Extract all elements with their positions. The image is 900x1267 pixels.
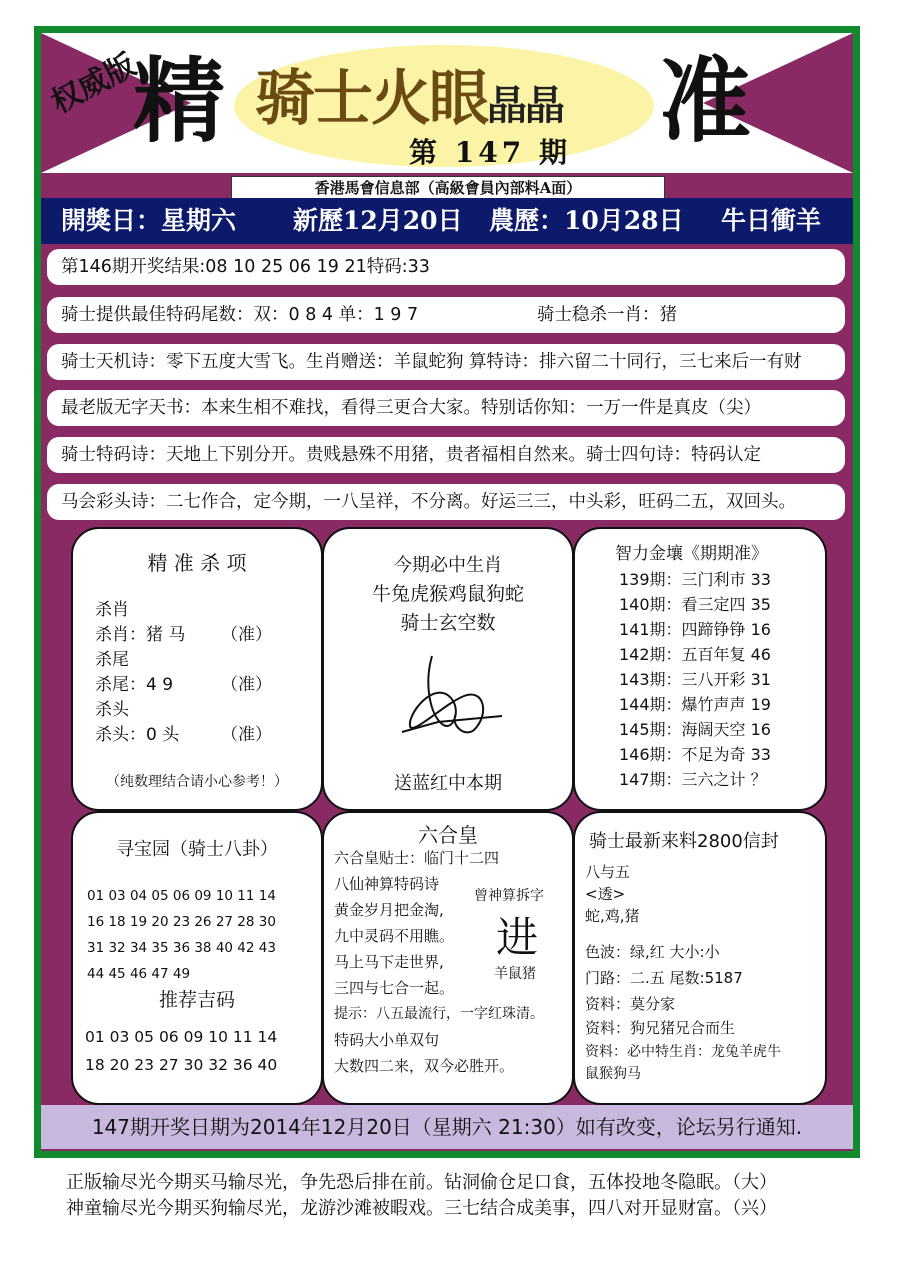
zhili-item: 145期：海阔天空 16 bbox=[619, 720, 771, 739]
poem-row-4 bbox=[47, 484, 845, 520]
zhili-box bbox=[573, 527, 827, 811]
latest-title: 骑士最新来料2800信封 bbox=[589, 831, 779, 852]
liuhe-line: 大数四二来，双今必胜开。 bbox=[334, 1057, 515, 1075]
poem-text-3: 骑士特码诗：天地上下别分开。贵贱悬殊不用猪，贵者福相自然来。骑士四句诗：特码认定 bbox=[61, 445, 761, 465]
latest-line: 八与五 bbox=[585, 863, 631, 881]
poster-panel bbox=[41, 33, 853, 1151]
latest-line: 门路：二.五 尾数:5187 bbox=[585, 969, 743, 987]
kill-line: 杀头 bbox=[95, 700, 129, 720]
zhili-item: 144期：爆竹声声 19 bbox=[619, 695, 771, 714]
new-calendar: 新歷12月20日 bbox=[293, 206, 463, 235]
treasure-box bbox=[71, 811, 323, 1105]
treasure-row: 01 03 04 05 06 09 10 11 14 bbox=[87, 888, 276, 904]
liuhe-line: 六合皇贴士：临门十二四 bbox=[334, 849, 500, 867]
big-char-left: 精 bbox=[133, 47, 226, 155]
kill-note: （纯数理结合请小心参考！） bbox=[106, 774, 288, 790]
liuhe-title: 六合皇 bbox=[418, 823, 478, 847]
recommend-numbers bbox=[85, 1023, 277, 1079]
must-line: 骑士玄空数 bbox=[400, 612, 496, 634]
subtitle: 香港馬會信息部（高級會員內部料A面） bbox=[231, 176, 665, 200]
latest-line: 资料：必中特生肖：龙兔羊虎牛 bbox=[585, 1044, 781, 1060]
footer-poem-1: 正版输尽光今期买马输尽光，争先恐后排在前。钻洞偷仓足口食，五体投地冬隐眠。（大） bbox=[66, 1172, 777, 1193]
recommend-title: 推荐吉码 bbox=[158, 989, 235, 1011]
treasure-numbers bbox=[87, 883, 276, 987]
latest-box bbox=[573, 811, 827, 1105]
kill-one-text: 骑士稳杀一肖：猪 bbox=[537, 305, 677, 325]
zhili-item: 147期：三六之计 ？ bbox=[619, 770, 767, 789]
title-main: 骑士火眼 bbox=[255, 64, 487, 134]
liuhe-line: 特码大小单双句 bbox=[334, 1031, 440, 1049]
must-box bbox=[322, 527, 574, 811]
date-bar bbox=[41, 198, 853, 244]
latest-line: 蛇,鸡,猪 bbox=[585, 907, 640, 925]
poem-row-1 bbox=[47, 344, 845, 380]
treasure-row: 16 18 19 20 23 26 27 28 30 bbox=[87, 914, 276, 930]
poem-row-2 bbox=[47, 390, 845, 426]
kill-line: 杀肖 bbox=[95, 600, 129, 620]
zhili-item: 139期：三门利市 33 bbox=[619, 570, 771, 589]
zhili-title: 智力金壤《期期准》 bbox=[615, 544, 768, 564]
edition-stamp: 权威版 bbox=[45, 47, 142, 121]
liuhe-line: 九中灵码不用瞧。 bbox=[334, 927, 455, 945]
zhili-item: 142期：五百年复 46 bbox=[619, 645, 771, 664]
signature-scribble bbox=[394, 644, 514, 744]
tail-text: 骑士提供最佳特码尾数：双：0 8 4 单：1 9 7 bbox=[61, 305, 419, 325]
poem-text-2: 最老版无字天书：本来生相不难找，看得三更合大家。特别话你知：一万一件是真皮（尖） bbox=[61, 398, 761, 418]
result-text: 第146期开奖结果:08 10 25 06 19 21特码:33 bbox=[61, 257, 430, 277]
zhili-item: 140期：看三定四 35 bbox=[619, 595, 771, 614]
liuhe-line: 三四与七合一起。 bbox=[334, 979, 455, 997]
must-zodiacs: 牛兔虎猴鸡鼠狗蛇 bbox=[371, 583, 524, 605]
liuhe-line: 马上马下走世界, bbox=[334, 953, 444, 971]
god-char: 进 bbox=[496, 913, 539, 962]
kill-title: 精 准 杀 项 bbox=[147, 551, 247, 575]
liuhe-box bbox=[322, 811, 574, 1105]
kill-mark: （准） bbox=[221, 625, 272, 645]
recommend-row: 01 03 05 06 09 10 11 14 bbox=[85, 1028, 278, 1046]
notice-bar: 147期开奖日期为2014年12月20日（星期六 21:30）如有改变，论坛另行通知. bbox=[41, 1105, 853, 1149]
zhili-item: 143期：三八开彩 31 bbox=[619, 670, 771, 689]
god-sub: 羊鼠猪 bbox=[494, 966, 536, 982]
latest-line: 鼠猴狗马 bbox=[585, 1066, 641, 1082]
issue-number: 第 147 期 bbox=[409, 136, 571, 169]
page-title bbox=[255, 64, 563, 134]
latest-line: 资料：狗兄猪兄合而生 bbox=[585, 1019, 736, 1037]
footer-poem-2: 神童输尽光今期买狗输尽光，龙游沙滩被暇戏。三七结合成美事，四八对开显财富。（兴） bbox=[66, 1198, 777, 1219]
zhili-list bbox=[619, 567, 771, 792]
latest-line: 资料：莫分家 bbox=[585, 995, 676, 1013]
liuhe-line: 黄金岁月把金淘, bbox=[334, 901, 444, 919]
treasure-row: 31 32 34 35 36 38 40 42 43 bbox=[87, 940, 276, 956]
poster-frame bbox=[34, 26, 860, 1158]
treasure-title: 寻宝园（骑士八卦） bbox=[116, 839, 278, 860]
must-line: 送蓝红中本期 bbox=[394, 773, 502, 794]
title-small: 晶晶 bbox=[487, 82, 563, 129]
tail-row bbox=[47, 297, 845, 333]
header bbox=[41, 33, 853, 173]
poem-row-3 bbox=[47, 437, 845, 473]
ox-clash: 牛日衝羊 bbox=[721, 206, 822, 235]
latest-line: <透> bbox=[585, 885, 626, 903]
treasure-row: 44 45 46 47 49 bbox=[87, 966, 191, 982]
result-row bbox=[47, 249, 845, 285]
zhili-item: 146期：不足为奇 33 bbox=[619, 745, 771, 764]
kill-line: 杀肖：猪 马 bbox=[95, 625, 186, 645]
kill-line: 杀头：0 头 bbox=[95, 725, 180, 745]
latest-line: 色波：绿,红 大小:小 bbox=[585, 943, 720, 961]
poem-text-4: 马会彩头诗：二七作合，定今期，一八呈祥，不分离。好运三三，中头彩，旺码二五，双回头。 bbox=[61, 492, 796, 512]
lunar-calendar: 農歷：10月28日 bbox=[489, 206, 684, 235]
zhili-item: 141期：四蹄铮铮 16 bbox=[619, 620, 771, 639]
big-char-right: 准 bbox=[659, 47, 752, 155]
draw-day: 開獎日：星期六 bbox=[61, 206, 237, 235]
liuhe-line: 提示：八五最流行，一字红珠清。 bbox=[334, 1006, 544, 1022]
kill-line: 杀尾 bbox=[95, 650, 129, 670]
liuhe-line: 八仙神算特码诗 bbox=[334, 875, 440, 893]
recommend-row: 18 20 23 27 30 32 36 40 bbox=[85, 1056, 278, 1074]
kill-line: 杀尾：4 9 bbox=[95, 675, 174, 695]
god-label: 曾神算拆字 bbox=[474, 888, 544, 904]
kill-mark: （准） bbox=[221, 725, 272, 745]
poem-text-1: 骑士天机诗：零下五度大雪飞。生肖赠送：羊鼠蛇狗 算特诗：排六留二十同行，三七来后一有财 bbox=[61, 352, 802, 372]
kill-box bbox=[71, 527, 323, 811]
must-line: 今期必中生肖 bbox=[394, 555, 502, 576]
kill-mark: （准） bbox=[221, 675, 272, 695]
